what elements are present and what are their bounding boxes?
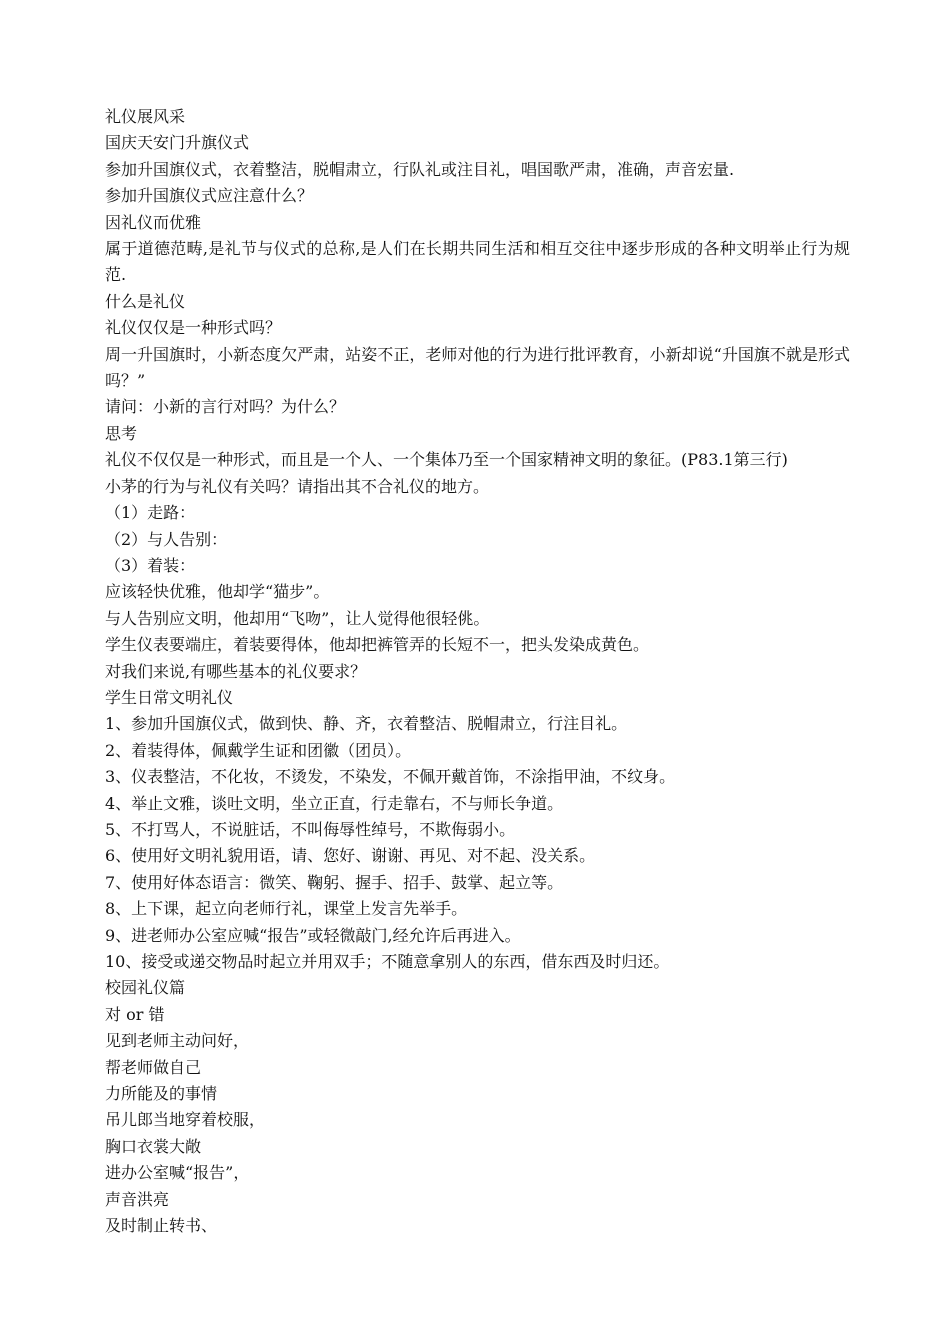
text-line: 声音洪亮: [105, 1189, 170, 1209]
text-line: 请问：小新的言行对吗？为什么？: [105, 397, 346, 417]
text-paragraph: 属于道德范畴,是礼节与仪式的总称,是人们在长期共同生活和相互交往中逐步形成的各种文明举止行为规范.: [105, 239, 850, 285]
list-item: 8、上下课，起立向老师行礼，课堂上发言先举手。: [105, 899, 468, 919]
text-line: 胸口衣裳大敞: [105, 1136, 202, 1156]
text-line: 礼仪仅仅是一种形式吗？: [105, 318, 282, 338]
text-line: 参加升国旗仪式，衣着整洁，脱帽肃立，行队礼或注目礼，唱国歌严肃，准确，声音宏量.: [105, 159, 735, 179]
text-line: （3）着装：: [105, 555, 196, 575]
text-line: 对我们来说,有哪些基本的礼仪要求？: [105, 661, 367, 681]
list-item: 4、举止文雅，谈吐文明，坐立正直，行走靠右，不与师长争道。: [105, 793, 564, 813]
list-item: 7、使用好体态语言：微笑、鞠躬、握手、招手、鼓掌、起立等。: [105, 872, 564, 892]
list-item: 9、进老师办公室应喊“报告”或轻微敲门,经允许后再进入。: [105, 925, 521, 945]
list-item: 6、使用好文明礼貌用语，请、您好、谢谢、再见、对不起、没关系。: [105, 846, 596, 866]
document-page: [105, 104, 850, 1239]
text-line: 参加升国旗仪式应注意什么？: [105, 186, 314, 206]
text-line: 吊儿郎当地穿着校服，: [105, 1110, 266, 1130]
text-paragraph: 周一升国旗时，小新态度欠严肃，站姿不正，老师对他的行为进行批评教育，小新却说“升国旗不就是形式吗？”: [105, 344, 850, 391]
text-line: 学生日常文明礼仪: [105, 687, 234, 707]
text-line: 见到老师主动问好，: [105, 1031, 250, 1051]
list-item: 10、接受或递交物品时起立并用双手；不随意拿别人的东西，借东西及时归还。: [105, 952, 670, 971]
text-line: （1）走路：: [105, 503, 196, 523]
text-line: 帮老师做自己: [105, 1057, 202, 1077]
list-item: 1、参加升国旗仪式，做到快、静、齐，衣着整洁、脱帽肃立，行注目礼。: [105, 714, 628, 734]
text-line: 与人告别应文明，他却用“飞吻”，让人觉得他很轻佻。: [105, 608, 490, 628]
text-line: 国庆天安门升旗仪式: [105, 133, 250, 153]
text-line: 进办公室喊“报告”，: [105, 1163, 250, 1183]
text-line: 学生仪表要端庄，着装要得体，他却把裤管弄的长短不一，把头发染成黄色。: [105, 635, 650, 655]
text-line: 什么是礼仪: [105, 291, 186, 311]
text-line: 小茅的行为与礼仪有关吗？请指出其不合礼仪的地方。: [105, 476, 490, 496]
text-line: 礼仪展风采: [105, 107, 186, 126]
text-line: 对 or 错: [105, 1004, 165, 1024]
text-line: 应该轻快优雅，他却学“猫步”。: [105, 582, 330, 602]
text-line: 礼仪不仅仅是一种形式，而且是一个人、一个集体乃至一个国家精神文明的象征。(P83.1第三行): [105, 450, 788, 470]
text-line: 思考: [105, 423, 138, 443]
text-line: 校园礼仪篇: [105, 978, 186, 998]
text-line: 因礼仪而优雅: [105, 212, 202, 232]
text-line: （2）与人告别：: [105, 529, 228, 549]
text-line: 力所能及的事情: [105, 1084, 218, 1104]
list-item: 2、着装得体，佩戴学生证和团徽（团员）。: [105, 740, 412, 760]
text-line: 及时制止转书、: [105, 1216, 218, 1236]
list-item: 5、不打骂人，不说脏话，不叫侮辱性绰号，不欺侮弱小。: [105, 819, 516, 839]
list-item: 3、仪表整洁，不化妆，不烫发，不染发，不佩开戴首饰，不涂指甲油，不纹身。: [105, 767, 676, 787]
